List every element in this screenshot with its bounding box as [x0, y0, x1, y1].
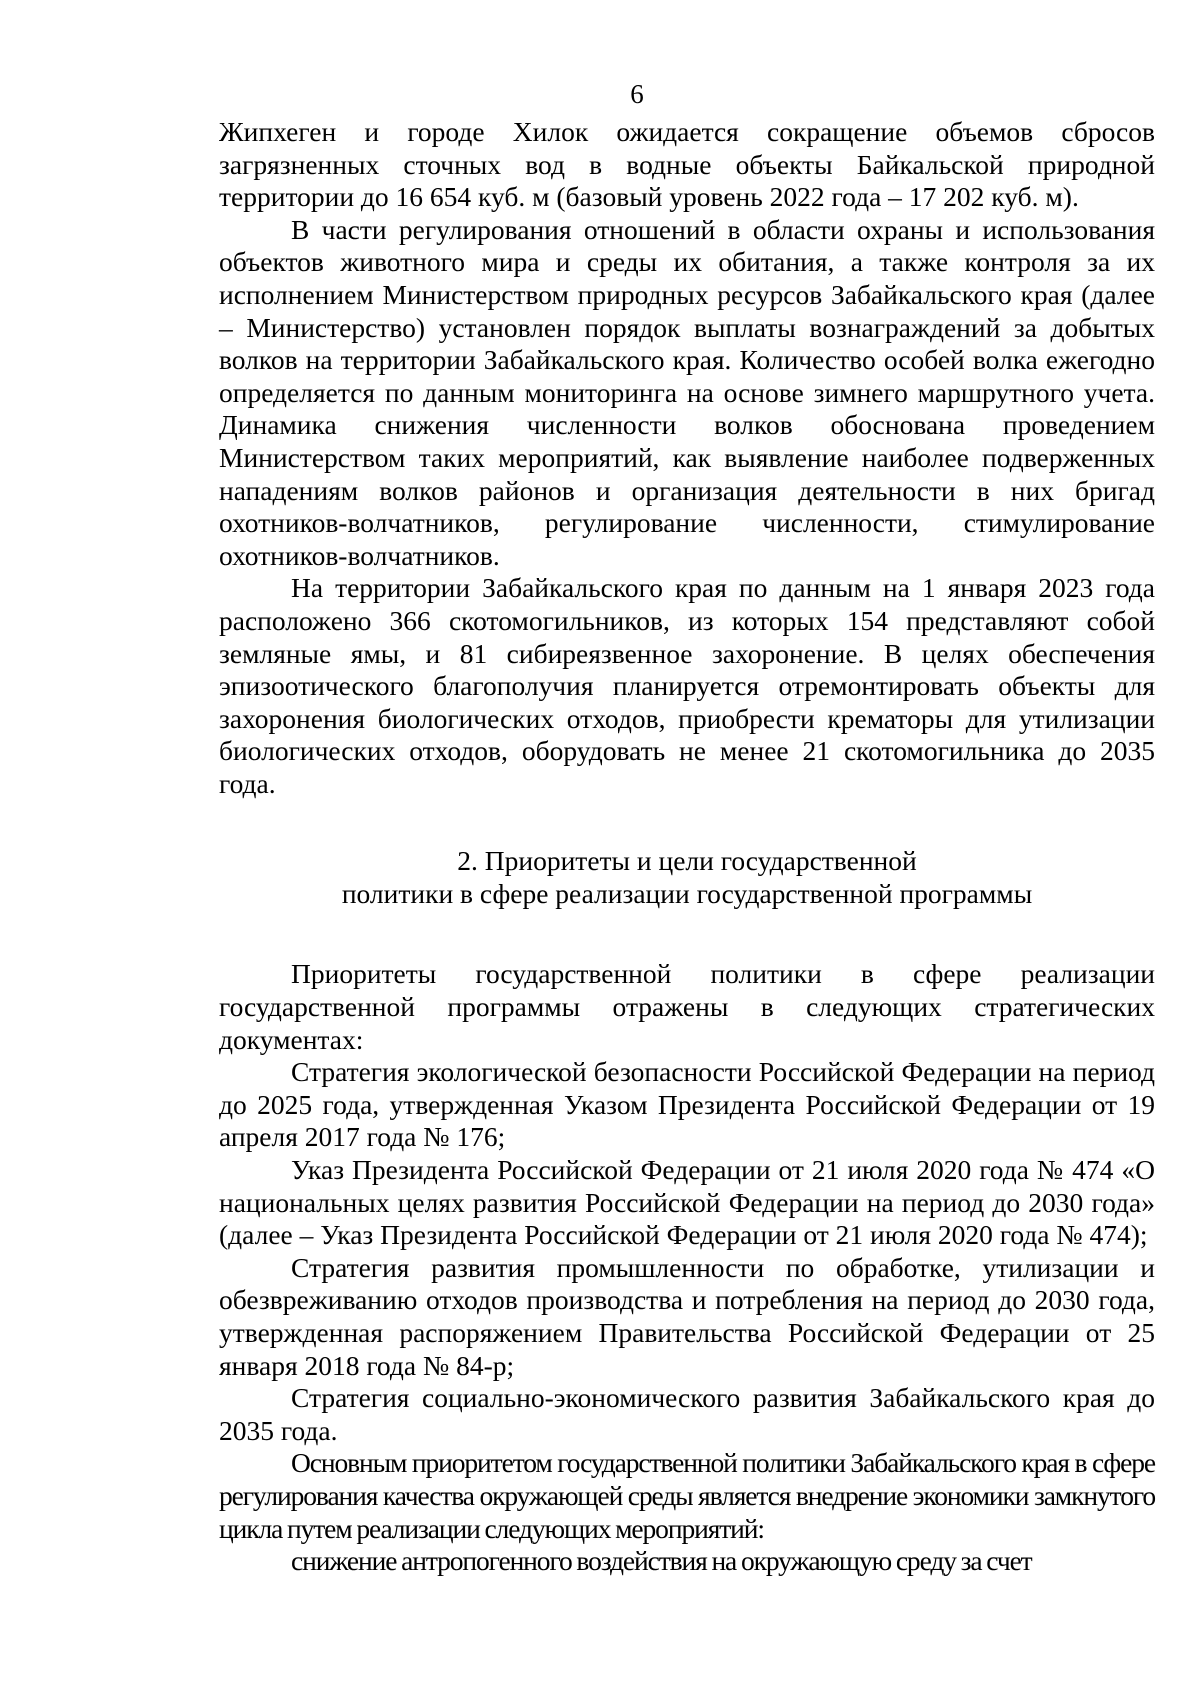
paragraph-decree-474: Указ Президента Российской Федерации от 21 июля 2020 года № 474 «О национальных целях развития Российской Федерации на период до 2030 года» (далее – Указ Президента Российской Федерации от 21 июля 2020 года № 474);: [219, 1154, 1155, 1251]
section-heading: [219, 844, 1155, 910]
page-number: 6: [630, 79, 644, 109]
document-body: [219, 116, 1155, 1578]
section-heading-line-1: 2. Приоритеты и цели государственной: [457, 845, 917, 877]
paragraph-continuation: Жипхеген и городе Хилок ожидается сокращение объемов сбросов загрязненных сточных вод в водные объекты Байкальской природной территории до 16 654 куб. м (базовый уровень 2022 года – 17 202 куб. м).: [219, 116, 1155, 213]
paragraph-cattle-burial: На территории Забайкальского края по данным на 1 января 2023 года расположено 366 скотомогильников, из которых 154 представляют собой земляные ямы, и 81 сибиреязвенное захоронение. В целях обеспечения эпизоотического благополучия планируется отремонтировать объекты для захоронения биологических отходов, приобрести крематоры для утилизации биологических отходов, оборудовать не менее 21 скотомогильника до 2035 года.: [219, 572, 1155, 799]
paragraph-strategy-zabaikalsky: Стратегия социально-экономического развития Забайкальского края до 2035 года.: [219, 1382, 1155, 1446]
paragraph-list-item-reduction: снижение антропогенного воздействия на окружающую среду за счет: [291, 1545, 1032, 1577]
paragraph-strategy-waste-industry: Стратегия развития промышленности по обработке, утилизации и обезвреживанию отходов производства и потребления на период до 2030 года, утвержденная распоряжением Правительства Российской Федерации от 25 января 2018 года № 84-р;: [219, 1251, 1155, 1381]
paragraph-strategy-ecological-safety: Стратегия экологической безопасности Российской Федерации на период до 2025 года, утвержденная Указом Президента Российской Федерации от 19 апреля 2017 года № 176;: [219, 1056, 1155, 1153]
paragraph-main-priority: Основным приоритетом государственной политики Забайкальского края в сфере регулирования качества окружающей среды является внедрение экономики замкнутого цикла путем реализации следующих мероприятий:: [219, 1447, 1155, 1544]
paragraph-priorities-intro: Приоритеты государственной политики в сфере реализации государственной программы отражены в следующих стратегических документах:: [219, 958, 1155, 1055]
section-heading-line-2: политики в сфере реализации государственной программы: [341, 878, 1033, 910]
paragraph-wolves: В части регулирования отношений в области охраны и использования объектов животного мира и среды их обитания, а также контроля за их исполнением Министерством природных ресурсов Забайкальского края (далее – Министерство) установлен порядок выплаты вознаграждений за добытых волков на территории Забайкальского края. Количество особей волка ежегодно определяется по данным мониторинга на основе зимнего маршрутного учета. Динамика снижения численности волков обоснована проведением Министерством таких мероприятий, как выявление наиболее подверженных нападениям волков районов и организация деятельности в них бригад охотников-волчатников, регулирование численности, стимулирование охотников-волчатников.: [219, 213, 1155, 571]
